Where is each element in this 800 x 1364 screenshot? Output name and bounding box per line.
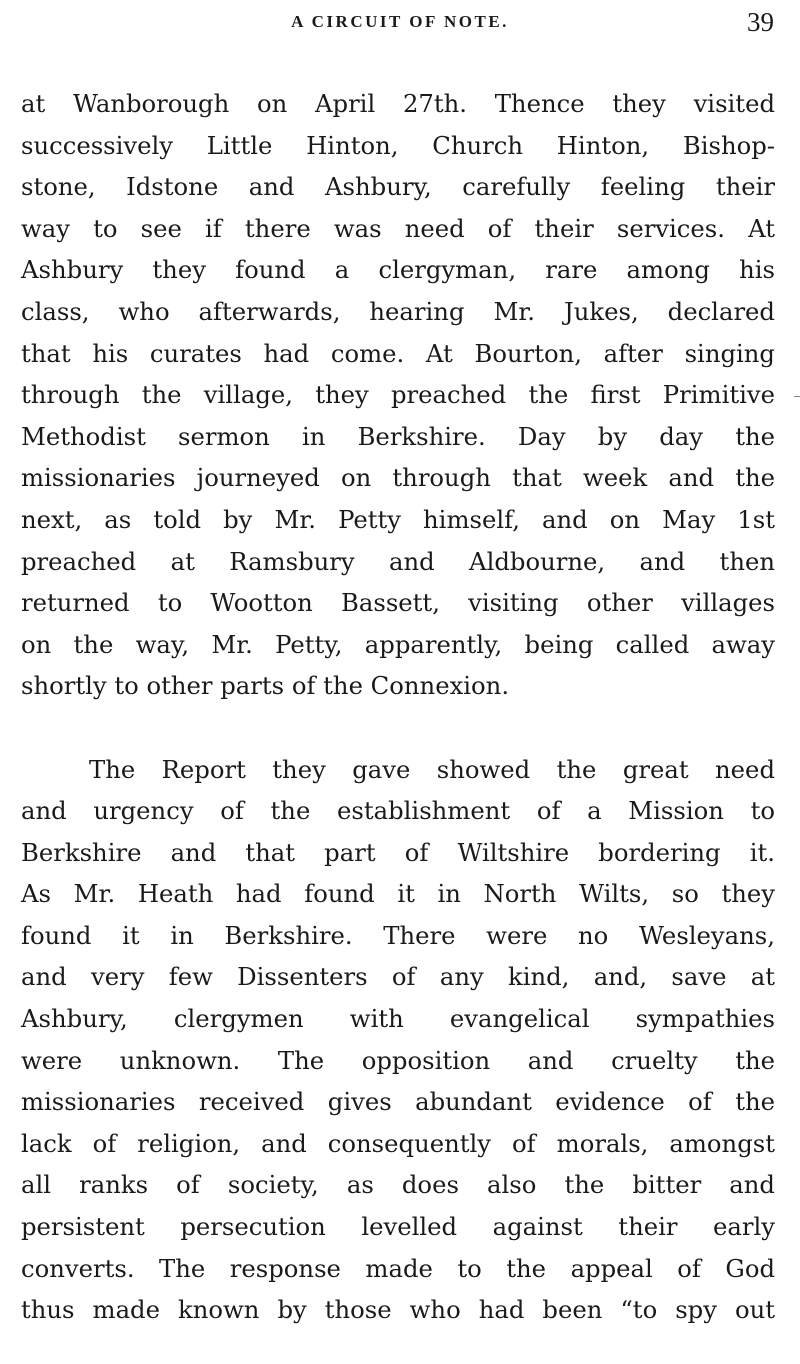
margin-mark xyxy=(794,396,800,397)
text-line: class, who afterwards, hearing Mr. Jukes, declared xyxy=(21,296,775,326)
text-line: missionaries journeyed on through that week and the xyxy=(21,463,775,493)
text-line: were unknown. The opposition and cruelty the xyxy=(21,1045,775,1075)
text-line: at Wanborough on April 27th. Thence they visited xyxy=(21,89,775,118)
text-line: found it in Berkshire. There were no Wesleyans, xyxy=(21,920,775,950)
paragraph-2 xyxy=(21,749,775,1331)
text-line: Ashbury they found a clergyman, rare among his xyxy=(21,255,775,285)
text-line: on the way, Mr. Petty, apparently, being called away xyxy=(21,629,775,659)
text-line: way to see if there was need of their services. At xyxy=(21,213,775,243)
text-line: thus made known by those who had been “to spy out xyxy=(21,1295,775,1325)
text-line: and very few Dissenters of any kind, and, save at xyxy=(21,962,775,992)
text-line: and urgency of the establishment of a Mission to xyxy=(21,796,775,826)
text-line: As Mr. Heath had found it in North Wilts, so they xyxy=(21,879,775,909)
page-body xyxy=(21,83,775,1331)
text-line: stone, Idstone and Ashbury, carefully feeling their xyxy=(21,172,775,202)
text-line: that his curates had come. At Bourton, after singing xyxy=(21,338,775,368)
text-line: returned to Wootton Bassett, visiting other villages xyxy=(21,588,775,618)
text-line: converts. The response made to the appeal of God xyxy=(21,1253,775,1283)
text-line: through the village, they preached the first Primitive xyxy=(21,380,775,410)
page-number: 39 xyxy=(747,7,774,37)
text-line: Berkshire and that part of Wiltshire bordering it. xyxy=(21,837,775,867)
text-line: Ashbury, clergymen with evangelical sympathies xyxy=(21,1004,775,1034)
text-line: preached at Ramsbury and Aldbourne, and then xyxy=(21,546,775,576)
paragraph-1 xyxy=(21,83,775,707)
text-line: next, as told by Mr. Petty himself, and on May 1st xyxy=(21,504,775,534)
text-line: successively Little Hinton, Church Hinton, Bishop- xyxy=(21,130,775,160)
text-line: missionaries received gives abundant evidence of the xyxy=(21,1087,775,1117)
text-line: persistent persecution levelled against their early xyxy=(21,1212,775,1242)
text-line: lack of religion, and consequently of morals, amongst xyxy=(21,1128,775,1158)
text-line: Methodist sermon in Berkshire. Day by day the xyxy=(21,421,775,451)
text-line: all ranks of society, as does also the bitter and xyxy=(21,1170,775,1200)
running-title: A CIRCUIT OF NOTE. xyxy=(291,12,509,31)
text-line: shortly to other parts of the Connexion. xyxy=(21,671,510,701)
running-head xyxy=(0,6,800,46)
text-line: The Report they gave showed the great need xyxy=(89,754,775,784)
